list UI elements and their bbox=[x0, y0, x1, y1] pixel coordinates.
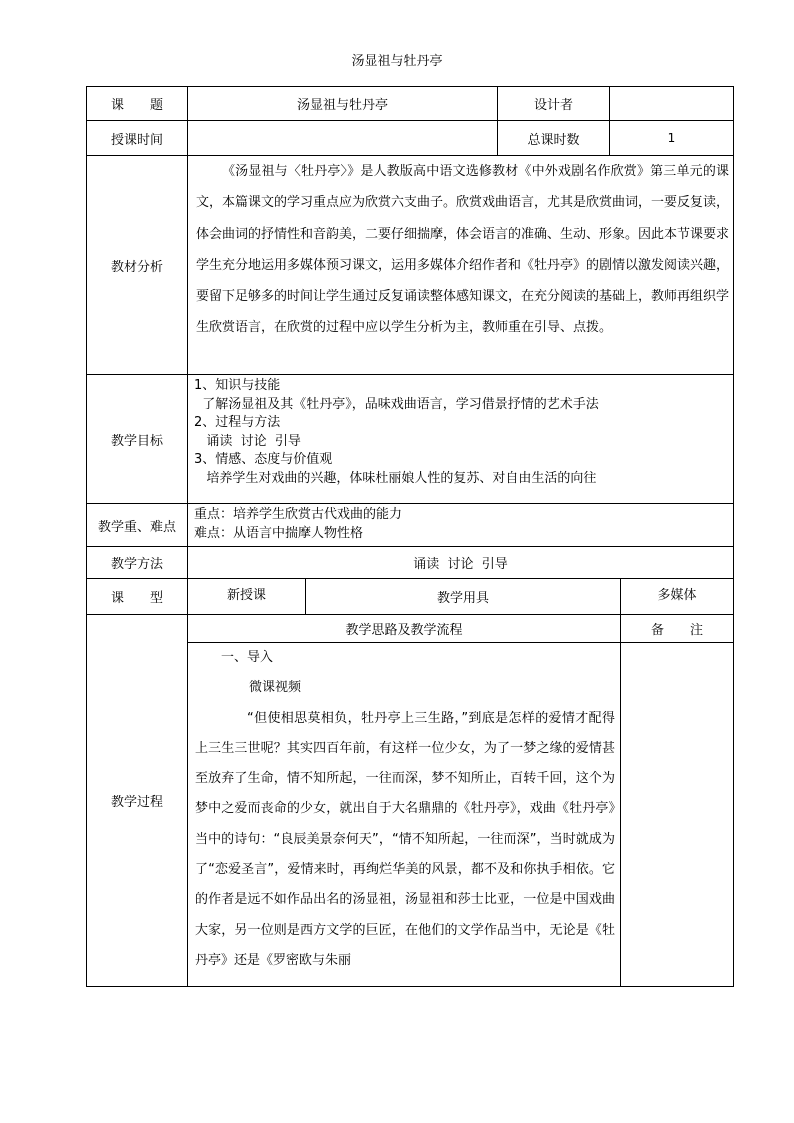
designer-value bbox=[610, 87, 733, 120]
goals-line: 1、知识与技能 bbox=[194, 378, 281, 393]
table-divider bbox=[187, 86, 188, 986]
notes-header: 备 注 bbox=[650, 623, 703, 638]
section-heading: 一、导入 bbox=[221, 650, 274, 665]
sub-heading: 微课视频 bbox=[249, 680, 302, 696]
topic-label: 课 题 bbox=[110, 98, 163, 113]
keypoint-line: 难点：从语言中揣摩人物性格 bbox=[194, 525, 364, 541]
topic-value: 汤显祖与牡丹亭 bbox=[296, 98, 388, 113]
goals-line: 了解汤显祖及其《牡丹亭》，品味戏曲语言，学习借景抒情的艺术手法 bbox=[194, 396, 599, 412]
designer-label: 设计者 bbox=[533, 98, 573, 113]
total-hours-label: 总课时数 bbox=[527, 132, 580, 148]
keypoints-list bbox=[194, 506, 724, 543]
analysis-text: 《汤显祖与〈牡丹亭〉》是人教版高中语文选修教材《中外戏剧名作欣赏》第三单元的课文，本篇课文的学习重点应为欣赏六支曲子。欣赏戏曲语言，尤其是欣赏曲词，一要反复读，体会曲词的抒情性和音韵美，二要仔细揣摩，体会语言的准确、生动、形象。因此本节课要求学生充分地运用多媒体预习课文，运用多媒体介绍作者和《牡丹亭》的剧情以激发阅读兴趣，要留下足够多的时间让学生通过反复诵读整体感知课文，在充分阅读的基础上，教师再组织学生欣赏语言，在欣赏的过程中应以学生分析为主，教师重在引导、点拨。 bbox=[196, 164, 730, 336]
process-text: “但使相思莫相负，牡丹亭上三生路，”到底是怎样的爱情才配得上三生三世呢？其实四百年前，有这样一位少女，为了一梦之缘的爱情甚至放弃了生命，情不知所起，一往而深，梦不知所止，百转千回，这个为梦中之爱而丧命的少女，就出自于大名鼎鼎的《牡丹亭》，戏曲《牡丹亭》当中的诗句：“良辰美景奈何天”，“情不知所起，一往而深”，当时就成为了“恋爱圣言”，爱情来时，再绚烂华美的风景，都不及和你执手相依。它的作者是远不如作品出名的汤显祖，汤显祖和莎士比亚，一位是中国戏曲大家，另一位则是西方文学的巨匠，在他们的文学作品当中，无论是《牡丹亭》还是《罗密欧与朱丽 bbox=[195, 710, 615, 968]
tools-value: 多媒体 bbox=[657, 587, 697, 603]
page-title: 汤显祖与牡丹亭 bbox=[351, 54, 443, 69]
analysis-label: 教材分析 bbox=[110, 259, 163, 275]
goals-line: 培养学生对戏曲的兴趣，体味杜丽娘人性的复苏、对自由生活的向往 bbox=[194, 470, 597, 486]
goals-line: 3、情感、态度与价值观 bbox=[194, 452, 333, 468]
tools-label: 教学用具 bbox=[436, 591, 489, 606]
table-border bbox=[733, 86, 734, 986]
table-border bbox=[86, 986, 734, 987]
goals-label: 教学目标 bbox=[110, 433, 163, 449]
keypoints-label: 教学重、难点 bbox=[97, 519, 176, 535]
flow-header: 教学思路及教学流程 bbox=[345, 623, 463, 638]
method-label: 教学方法 bbox=[110, 557, 163, 572]
time-label: 授课时间 bbox=[110, 132, 163, 148]
type-value: 新授课 bbox=[226, 587, 266, 603]
goals-list bbox=[194, 377, 724, 489]
method-value: 诵读 讨论 引导 bbox=[413, 557, 508, 572]
total-hours-value: 1 bbox=[667, 131, 676, 145]
time-value bbox=[188, 121, 497, 155]
keypoint-line: 重点：培养学生欣赏古代戏曲的能力 bbox=[194, 507, 403, 522]
goals-line: 诵读 讨论 引导 bbox=[194, 433, 301, 449]
type-label: 课 型 bbox=[110, 591, 163, 606]
process-label: 教学过程 bbox=[110, 795, 163, 810]
goals-line: 2、过程与方法 bbox=[194, 415, 281, 431]
process-content bbox=[195, 643, 615, 976]
